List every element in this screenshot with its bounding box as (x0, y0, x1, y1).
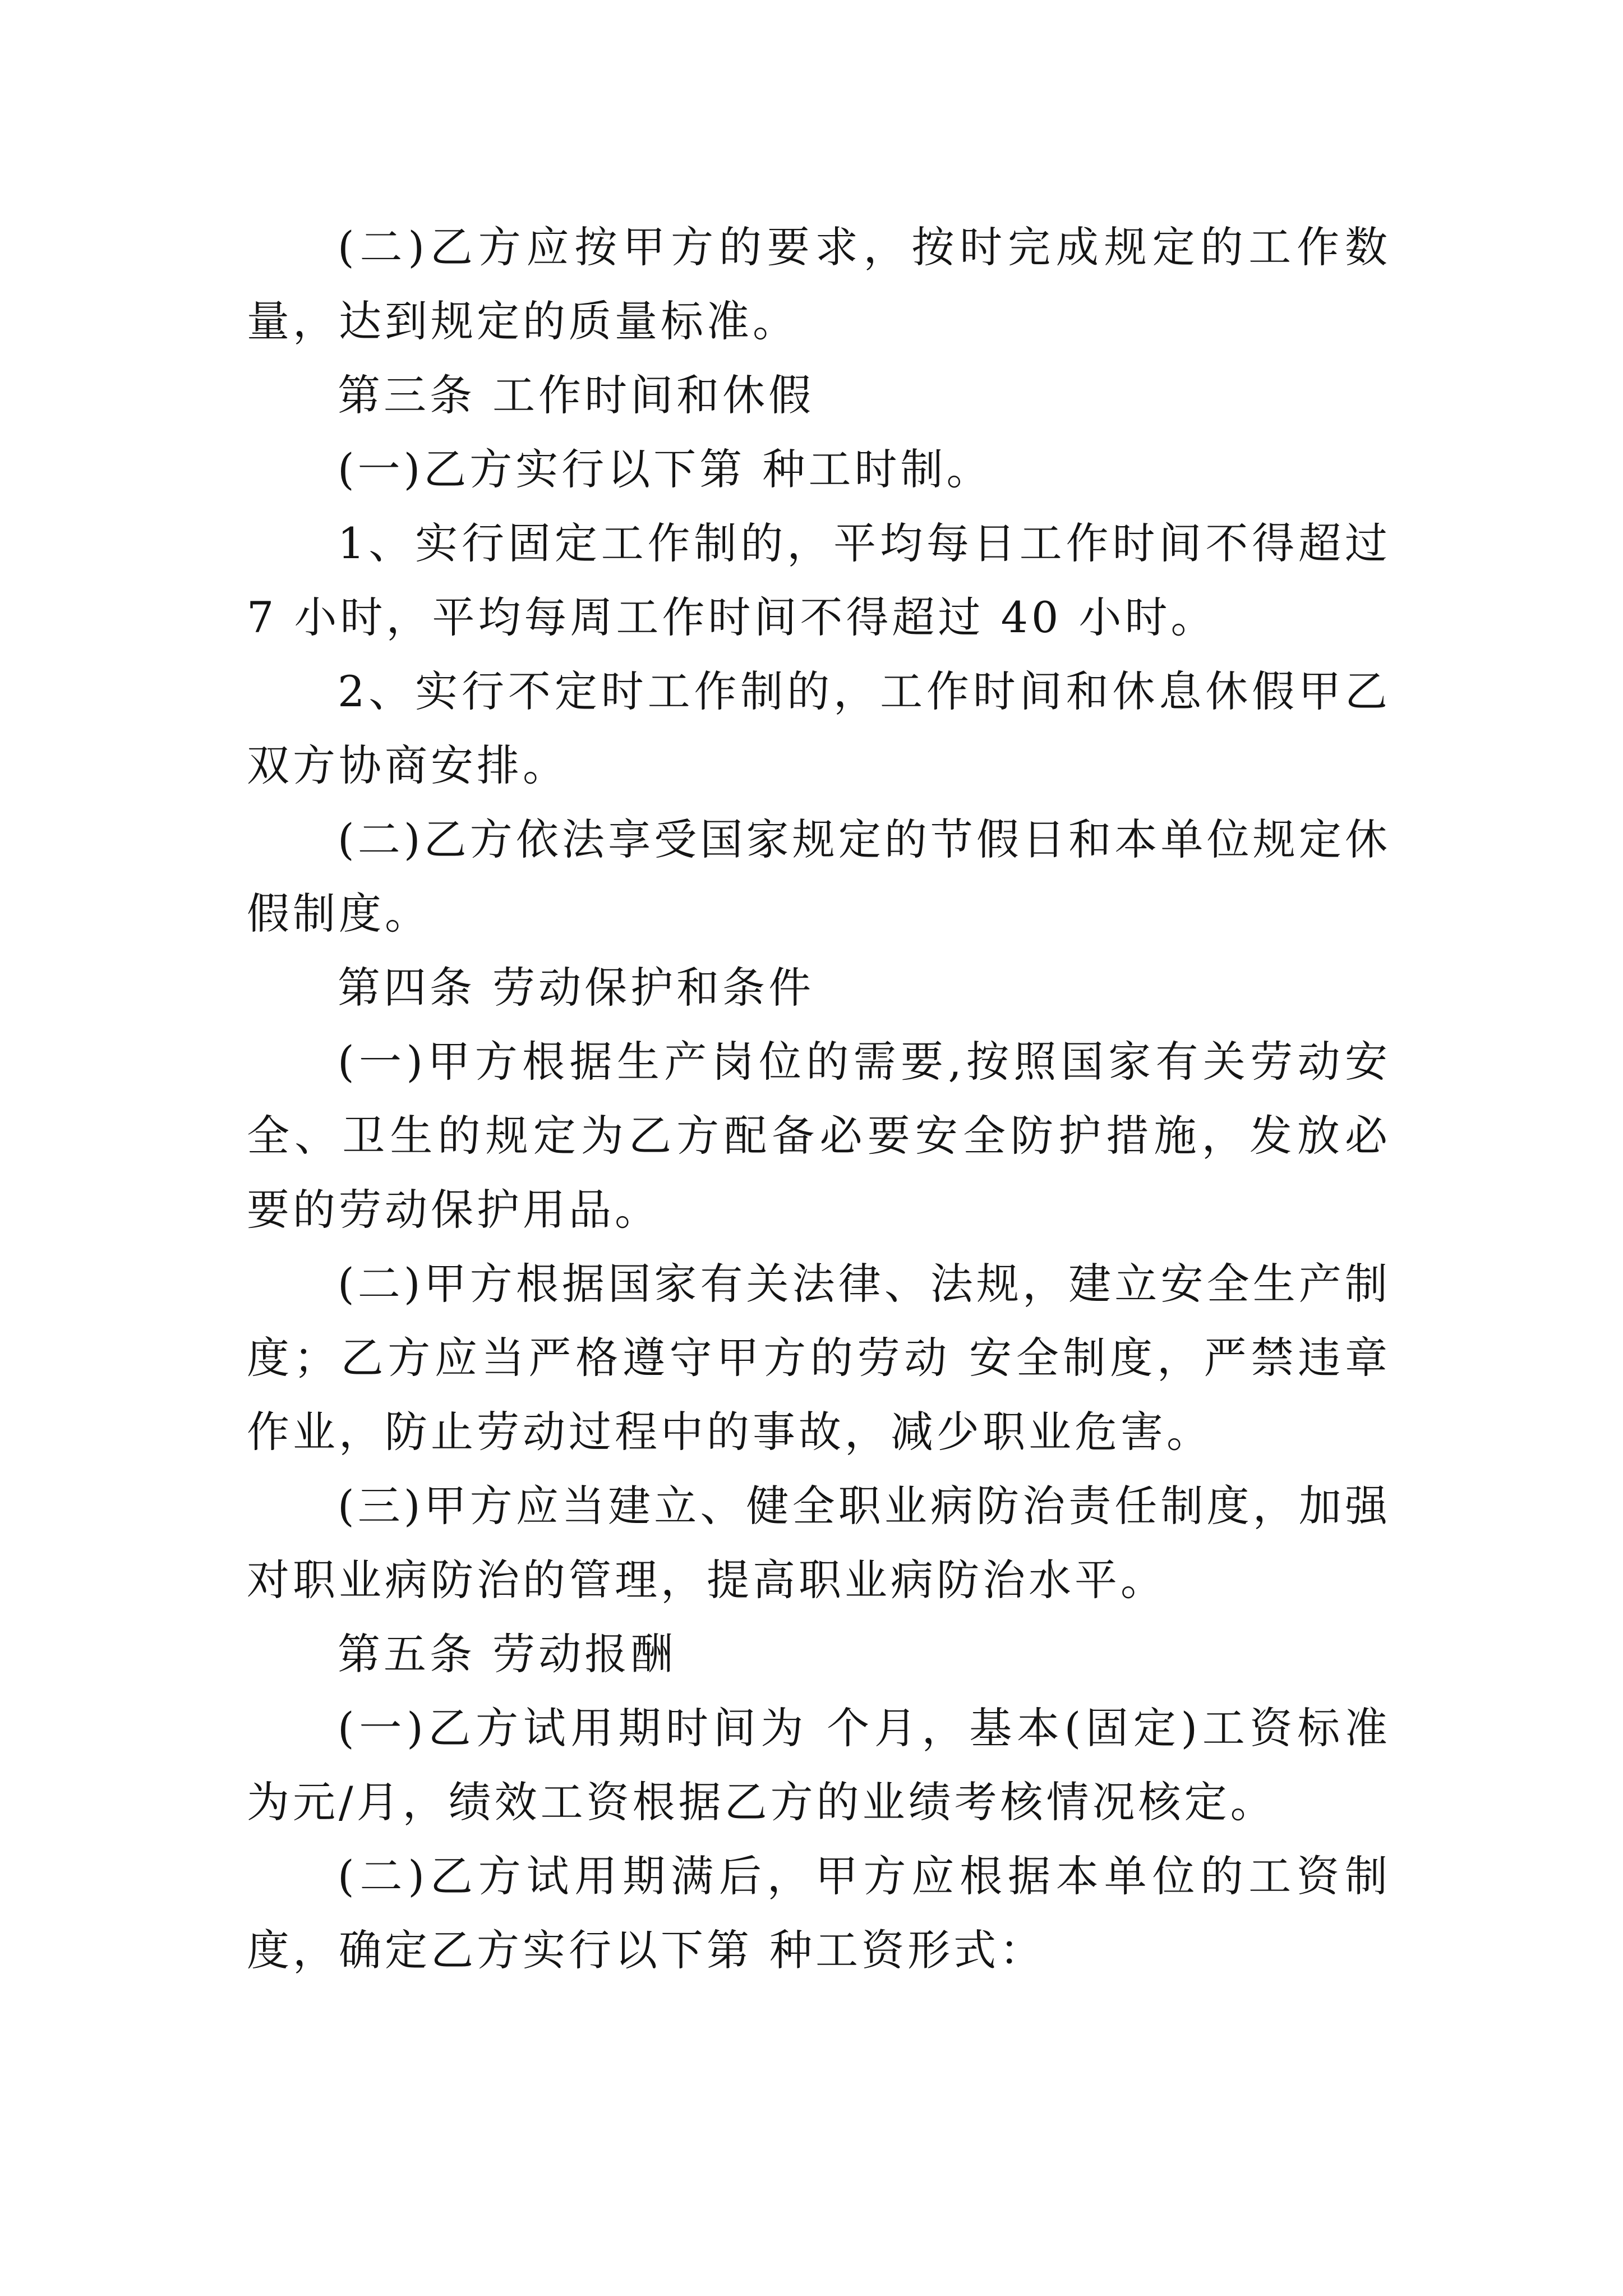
paragraph-safety-system: (二)甲方根据国家有关法律、法规，建立安全生产制度；乙方应当严格遵守甲方的劳动 安全制度，严禁违章作业，防止劳动过程中的事故，减少职业危害。 (247, 1259, 1391, 1457)
paragraph-holidays: (二)乙方依法享受国家规定的节假日和本单位规定休假制度。 (247, 815, 1391, 938)
paragraph-protective-equipment: (一)甲方根据生产岗位的需要,按照国家有关劳动安全、卫生的规定为乙方配备必要安全防护措施，发放必要的劳动保护用品。 (247, 1037, 1391, 1235)
paragraph-occupational-disease: (三)甲方应当建立、健全职业病防治责任制度，加强对职业病防治的管理，提高职业病防治水平。 (247, 1481, 1391, 1605)
paragraph-wage-form: (二)乙方试用期满后，甲方应根据本单位的工资制度，确定乙方实行以下第 种工资形式： (247, 1851, 1391, 1975)
paragraph-quality-requirement: (二)乙方应按甲方的要求，按时完成规定的工作数量，达到规定的质量标准。 (247, 222, 1391, 346)
heading-article-4: 第四条 劳动保护和条件 (338, 963, 815, 1013)
paragraph-fixed-hours: 1、实行固定工作制的，平均每日工作时间不得超过 7 小时，平均每周工作时间不得超过 40 小时。 (247, 518, 1391, 642)
heading-article-5: 第五条 劳动报酬 (338, 1629, 677, 1679)
paragraph-flexible-hours: 2、实行不定时工作制的，工作时间和休息休假甲乙双方协商安排。 (247, 666, 1391, 790)
paragraph-working-hours-type: (一)乙方实行以下第 种工时制。 (338, 444, 993, 494)
document-body (247, 210, 1391, 1987)
paragraph-probation-wage: (一)乙方试用期时间为 个月，基本(固定)工资标准为元/月，绩效工资根据乙方的业绩考核情况核定。 (247, 1703, 1391, 1827)
heading-article-3: 第三条 工作时间和休假 (338, 370, 815, 420)
